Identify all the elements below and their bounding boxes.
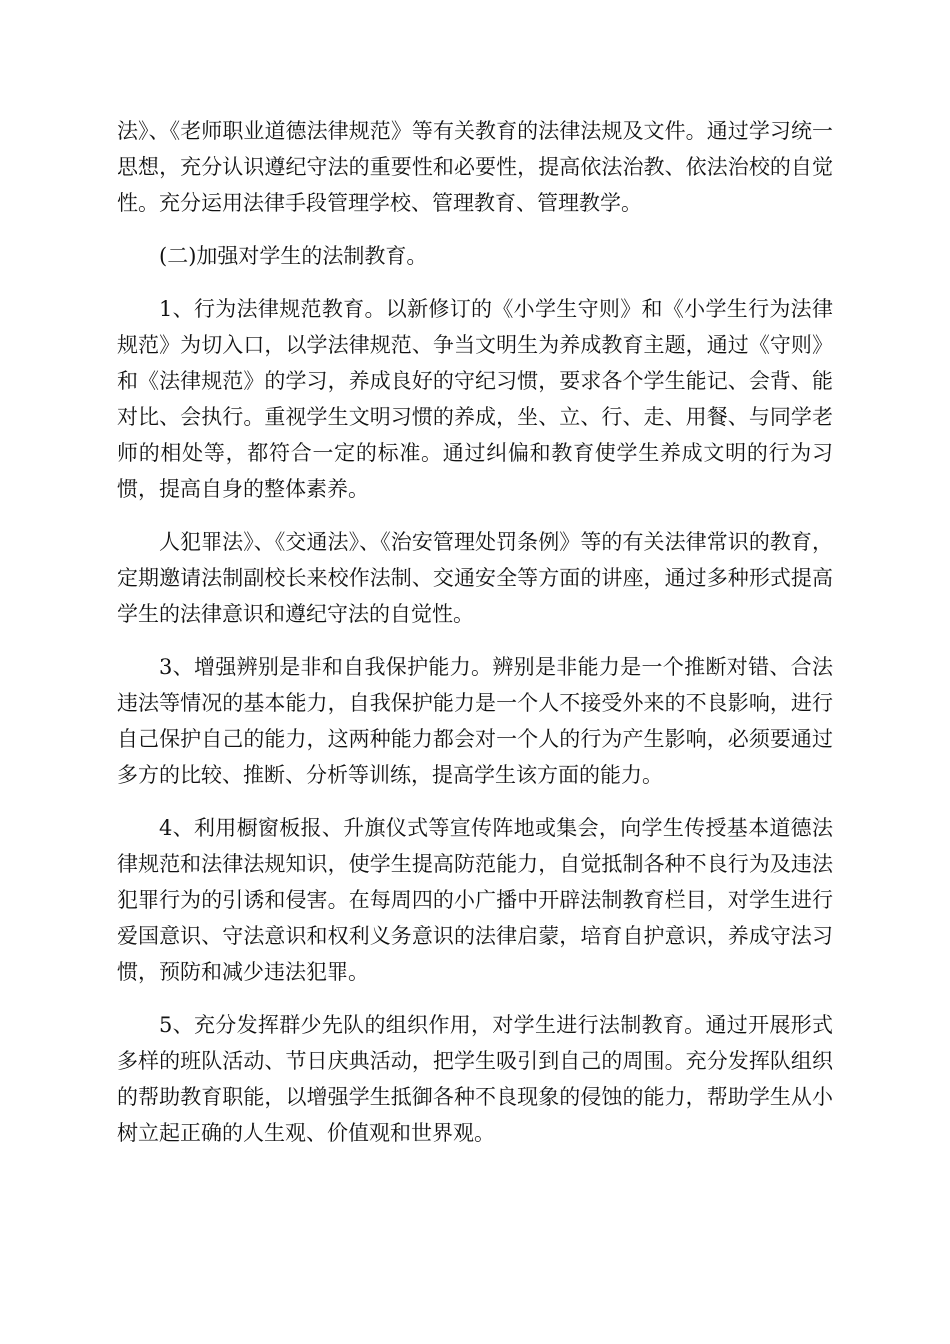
paragraph-item-3: 3、增强辨别是非和自我保护能力。辨别是非能力是一个推断对错、合法违法等情况的基本能力，自我保护能力是一个人不接受外来的不良影响，进行自己保护自己的能力，这两种能力都会对一个人的行为产生影响，必须要通过多方的比较、推断、分析等训练，提高学生该方面的能力。 bbox=[117, 655, 833, 787]
paragraph-item-4: 4、利用橱窗板报、升旗仪式等宣传阵地或集会，向学生传授基本道德法律规范和法律法规知识，使学生提高防范能力，自觉抵制各种不良行为及违法犯罪行为的引诱和侵害。在每周四的小广播中开辟法制教育栏目，对学生进行爱国意识、守法意识和权利义务意识的法律启蒙，培育自护意识，养成守法习惯，预防和减少违法犯罪。 bbox=[117, 816, 833, 984]
document-body bbox=[117, 113, 833, 1168]
paragraph-continuation: 法》、《老师职业道德法律规范》等有关教育的法律法规及文件。通过学习统一思想，充分认识遵纪守法的重要性和必要性，提高依法治教、依法治校的自觉性。充分运用法律手段管理学校、管理教育、管理教学。 bbox=[117, 119, 833, 215]
paragraph-legal-knowledge: 人犯罪法》、《交通法》、《治安管理处罚条例》等的有关法律常识的教育，定期邀请法制副校长来校作法制、交通安全等方面的讲座，通过多种形式提高学生的法律意识和遵纪守法的自觉性。 bbox=[117, 530, 833, 626]
paragraph-item-1: 1、行为法律规范教育。以新修订的《小学生守则》和《小学生行为法律规范》为切入口，以学法律规范、争当文明生为养成教育主题，通过《守则》和《法律规范》的学习，养成良好的守纪习惯，要求各个学生能记、会背、能对比、会执行。重视学生文明习惯的养成，坐、立、行、走、用餐、与同学老师的相处等，都符合一定的标准。通过纠偏和教育使学生养成文明的行为习惯，提高自身的整体素养。 bbox=[117, 297, 833, 501]
section-heading-student-legal-education: (二)加强对学生的法制教育。 bbox=[159, 244, 428, 268]
paragraph-item-5: 5、充分发挥群少先队的组织作用，对学生进行法制教育。通过开展形式多样的班队活动、节日庆典活动，把学生吸引到自己的周围。充分发挥队组织的帮助教育职能，以增强学生抵御各种不良现象的侵蚀的能力，帮助学生从小树立起正确的人生观、价值观和世界观。 bbox=[117, 1013, 833, 1145]
